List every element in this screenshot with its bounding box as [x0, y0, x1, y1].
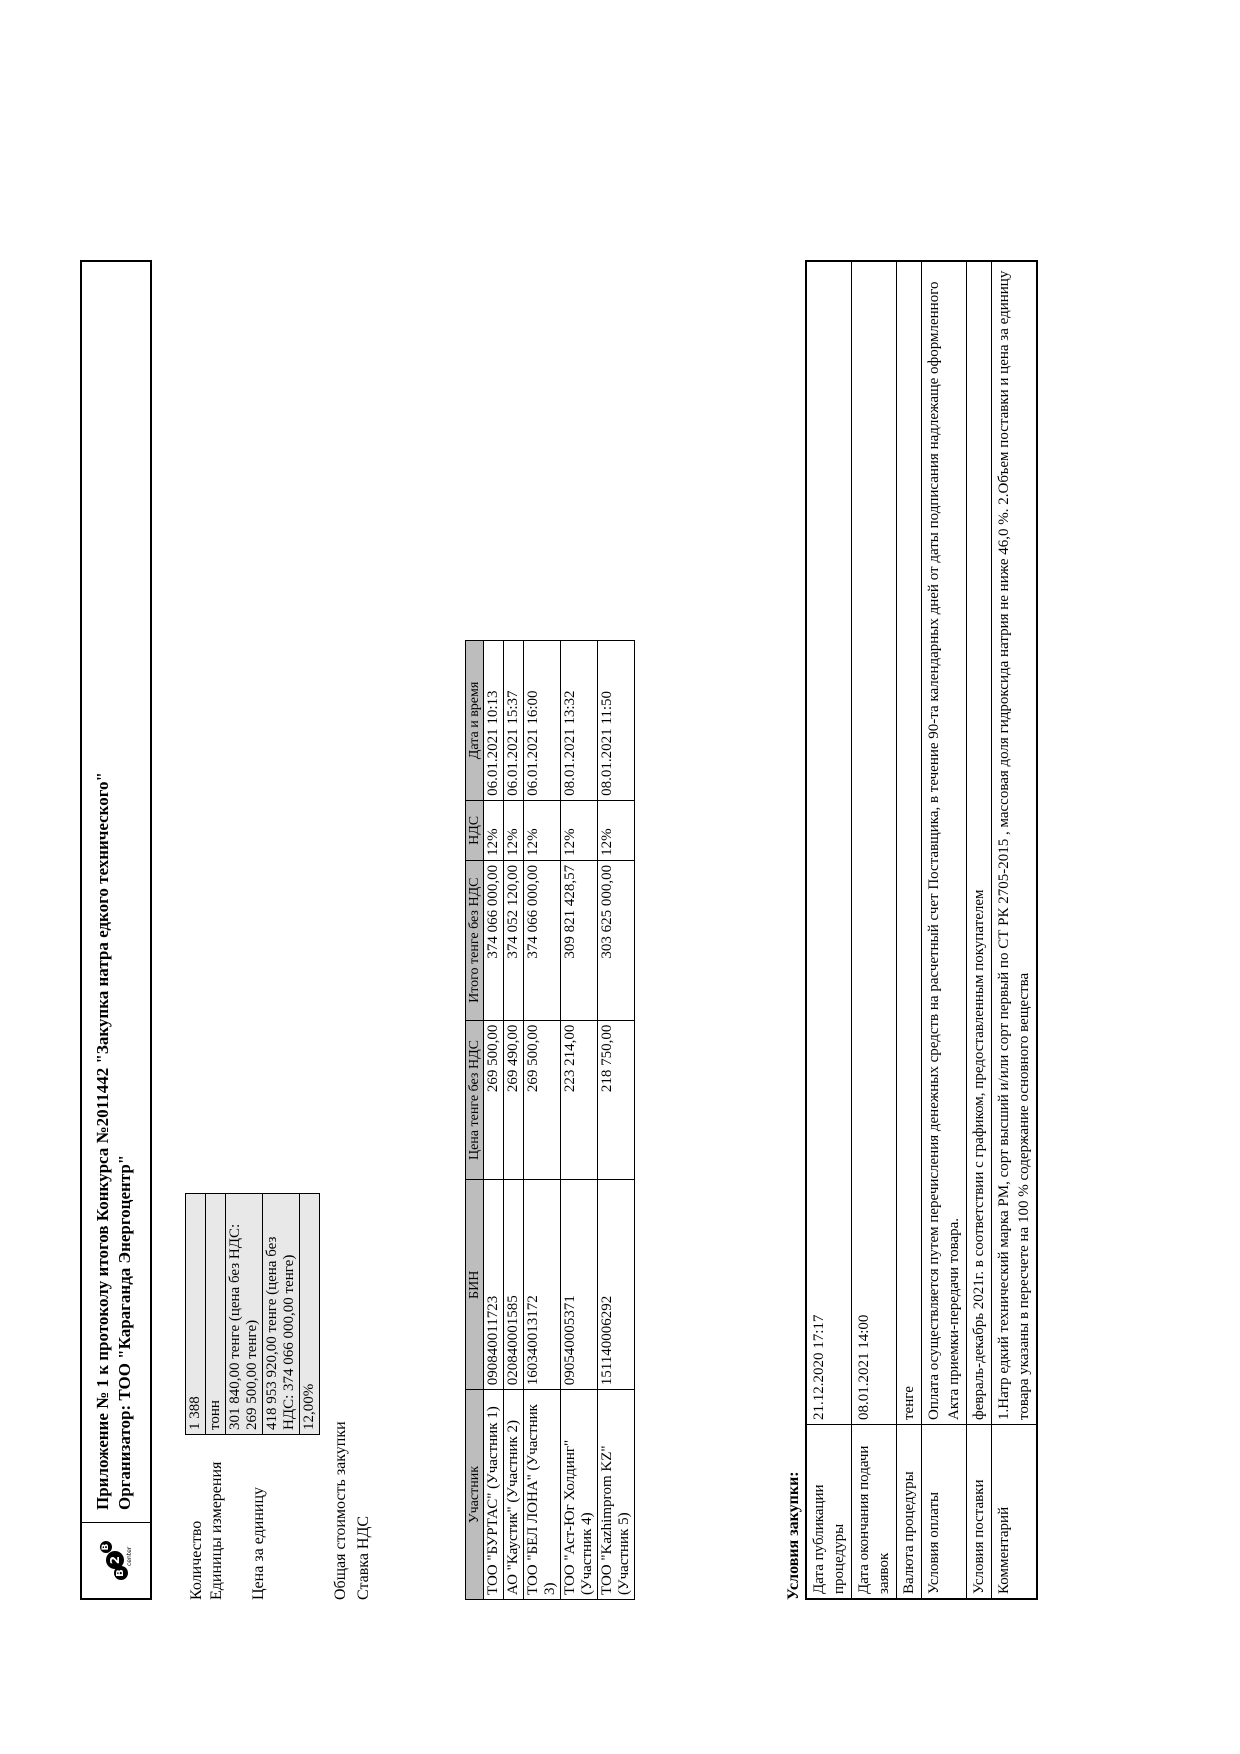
cond-key-comment: Комментарий: [992, 1425, 1038, 1600]
cell-datetime: 06.01.2021 10:13: [484, 641, 504, 801]
table-row: [524, 641, 561, 1600]
cond-value-publication-date: 21.12.2020 17:17: [806, 261, 852, 1425]
label-vat-rate: Ставка НДС: [355, 1515, 372, 1600]
cell-total: 303 625 000,00: [598, 860, 635, 1020]
table-row: [484, 641, 504, 1600]
cond-key-deadline: Дата окончания подачи заявок: [852, 1425, 897, 1600]
cell-vat: 12%: [484, 800, 504, 860]
label-unit-price: Цена за единицу: [250, 1486, 267, 1600]
cell-participant: ТОО "Kazhimprom KZ" (Участник 5): [598, 1390, 635, 1600]
cell-total: 309 821 428,57: [561, 860, 598, 1020]
document-header: [80, 260, 152, 1600]
cell-datetime: 06.01.2021 16:00: [524, 641, 561, 801]
label-total-cost: Общая стоимость закупки: [332, 1421, 349, 1600]
conditions-title: Условия закупки:: [785, 1471, 802, 1600]
cell-price: 269 500,00: [524, 1020, 561, 1180]
value-total-cost: 418 953 920,00 тенге (цена без НДС: 374 066 000,00 тенге): [263, 1194, 300, 1434]
col-vat: НДС: [466, 800, 484, 860]
table-row: [504, 641, 524, 1600]
table-row: [967, 261, 992, 1599]
table-row: [806, 261, 852, 1599]
logo-cell: [82, 1522, 150, 1598]
col-total: Итого тенге без НДС: [466, 860, 484, 1020]
value-units: тонн: [206, 1194, 226, 1434]
value-vat-rate: 12,00%: [301, 1383, 317, 1430]
table-row: [922, 261, 967, 1599]
cond-value-delivery: февраль-декабрь 2021г. в соответствии с графиком, предоставленным покупателем: [967, 261, 992, 1425]
summary-values-box: [185, 1193, 320, 1435]
table-row: [598, 641, 635, 1600]
cell-total: 374 066 000,00: [484, 860, 504, 1020]
cond-key-currency: Валюта процедуры: [897, 1425, 922, 1600]
table-row: [852, 261, 897, 1599]
cond-value-currency: тенге: [897, 261, 922, 1425]
table-row: [992, 261, 1038, 1599]
b2b-center-logo: [100, 1540, 132, 1580]
title-line-2-organizer: Организатор: ТОО "Караганда Энергоцентр": [115, 1154, 134, 1510]
col-participant: Участник: [466, 1390, 484, 1600]
col-price: Цена тенге без НДС: [466, 1020, 484, 1180]
cell-bin: 090540005371: [561, 1180, 598, 1390]
cell-datetime: 08.01.2021 13:32: [561, 641, 598, 801]
cond-key-payment: Условия оплаты: [922, 1425, 967, 1600]
cond-value-comment: 1.Натр едкий технический марка РМ, сорт высший и/или сорт первый по СТ РК 2705-2015 , массовая доля гидроксида натрия не ниже 46,0 %. 2.Объем поставки и цена за единицу товара указаны в пересчете на 100 % содержание основного вещества: [992, 261, 1038, 1425]
cell-price: 269 490,00: [504, 1020, 524, 1180]
cell-total: 374 052 120,00: [504, 860, 524, 1020]
logo-letter-b: B: [114, 1566, 128, 1580]
cond-key-publication-date: Дата публикации процедуры: [806, 1425, 852, 1600]
protocol-sheet: [80, 260, 1140, 1600]
cell-bin: 151140006292: [598, 1180, 635, 1390]
cell-participant: ТОО "БЕЛ ЛОНА" (Участник 3): [524, 1390, 561, 1600]
logo-digit-2: 2: [106, 1551, 124, 1569]
cell-datetime: 06.01.2021 15:37: [504, 641, 524, 801]
cell-vat: 12%: [504, 800, 524, 860]
cell-bin: 160340013172: [524, 1180, 561, 1390]
bids-header-row: [466, 641, 484, 1600]
cell-price: 269 500,00: [484, 1020, 504, 1180]
cell-participant: АО "Каустик" (Участник 2): [504, 1390, 524, 1600]
table-row: [897, 261, 922, 1599]
cell-price: 218 750,00: [598, 1020, 635, 1180]
value-quantity: 1 388: [186, 1194, 206, 1434]
cond-value-deadline: 08.01.2021 14:00: [852, 261, 897, 1425]
title-line-1: Приложение № 1 к протоколу итогов Конкурса №2011442 "Закупка натра едкого технического": [93, 772, 112, 1510]
label-units: Единицы измерения: [208, 1461, 225, 1600]
cell-price: 223 214,00: [561, 1020, 598, 1180]
bids-table: [465, 640, 635, 1600]
label-quantity: Количество: [188, 1520, 205, 1600]
conditions-table: [805, 260, 1038, 1600]
table-row: [561, 641, 598, 1600]
cell-vat: 12%: [598, 800, 635, 860]
cell-participant: ТОО "Аст-Юг Холдинг" (Участник 4): [561, 1390, 598, 1600]
cell-vat: 12%: [524, 800, 561, 860]
cell-bin: 090840011723: [484, 1180, 504, 1390]
cond-value-payment: Оплата осуществляется путем перечисления денежных средств на расчетный счет Поставщика, в течение 90-та календарных дней от даты подписания надлежаще оформленного Акта приемки-передачи товара.: [922, 261, 967, 1425]
value-unit-price: 301 840,00 тенге (цена без НДС: 269 500,00 тенге): [226, 1194, 263, 1434]
cell-vat: 12%: [561, 800, 598, 860]
col-bin: БИН: [466, 1180, 484, 1390]
cell-total: 374 066 000,00: [524, 860, 561, 1020]
document-title: [92, 772, 136, 1510]
cell-bin: 020840001585: [504, 1180, 524, 1390]
logo-subtitle: center: [126, 1546, 133, 1566]
cond-key-delivery: Условия поставки: [967, 1425, 992, 1600]
col-datetime: Дата и время: [466, 641, 484, 801]
logo-letter-b-small: B: [100, 1541, 112, 1553]
cell-participant: ТОО "БУРТАС" (Участник 1): [484, 1390, 504, 1600]
cell-datetime: 08.01.2021 11:50: [598, 641, 635, 801]
